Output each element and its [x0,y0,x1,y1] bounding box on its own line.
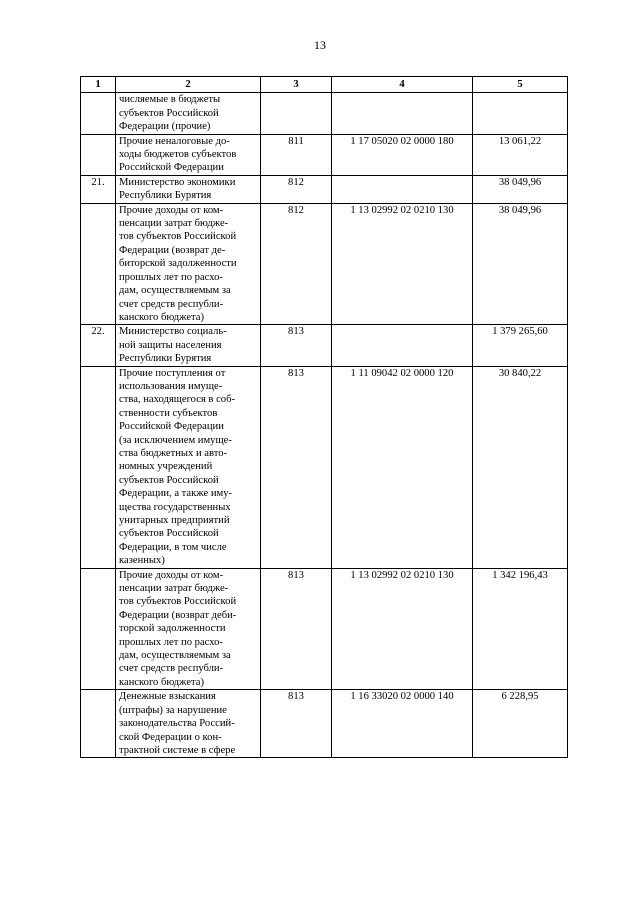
amount-cell: 1 379 265,60 [473,325,568,366]
budget-classification-code-cell: 1 17 05020 02 0000 180 [332,134,473,175]
admin-code-cell: 811 [261,134,332,175]
table-row [81,203,568,325]
description-line: прошлых лет по расхо- [119,636,223,648]
description-line: канского бюджета) [119,311,205,323]
description-line: номных учреждений [119,461,213,473]
description-cell [116,568,261,690]
description-line: субъектов Российской [119,528,219,540]
description-line: Республики Бурятия [119,190,212,202]
admin-code-cell: 813 [261,325,332,366]
column-header-2: 2 [116,77,261,93]
description-cell [116,175,261,203]
description-cell [116,366,261,568]
admin-code-cell: 812 [261,175,332,203]
row-number-cell [81,690,116,758]
description-line: ства, находящегося в соб- [119,394,236,406]
description-line: Прочие поступления от [119,367,226,379]
amount-cell: 30 840,22 [473,366,568,568]
row-number-cell [81,366,116,568]
description-line: ной защиты населения [119,339,222,351]
description-line: трактной системе в сфере [119,744,236,756]
revenue-table [80,76,568,758]
description-line: числяемые в бюджеты [119,94,221,106]
column-header-5: 5 [473,77,568,93]
budget-classification-code-cell [332,325,473,366]
row-number-cell: 21. [81,175,116,203]
admin-code-cell: 813 [261,366,332,568]
description-line: ской Федерации о кон- [119,731,222,743]
description-line: Прочие неналоговые до- [119,135,230,147]
budget-classification-code-cell: 1 11 09042 02 0000 120 [332,366,473,568]
description-line: Министерство экономики [119,176,236,188]
budget-classification-code-cell: 1 16 33020 02 0000 140 [332,690,473,758]
description-line: Денежные взыскания [119,691,216,703]
table-row [81,175,568,203]
row-number-cell [81,203,116,325]
description-line: Российской Федерации [119,162,224,174]
description-line: Федерации, в том числе [119,541,227,553]
amount-cell: 6 228,95 [473,690,568,758]
description-line: счет средств республи- [119,298,224,310]
description-line: Федерации (возврат де- [119,244,226,256]
description-line: (за исключением имуще- [119,434,232,446]
description-cell [116,93,261,134]
row-number-cell [81,568,116,690]
table-row [81,366,568,568]
description-line: канского бюджета) [119,676,205,688]
description-cell [116,690,261,758]
admin-code-cell: 813 [261,690,332,758]
budget-classification-code-cell: 1 13 02992 02 0210 130 [332,203,473,325]
column-header-4: 4 [332,77,473,93]
description-line: использования имуще- [119,380,223,392]
column-header-3: 3 [261,77,332,93]
description-line: субъектов Российской [119,474,219,486]
page-number: 13 [314,38,326,52]
description-line: пенсации затрат бюдже- [119,218,229,230]
description-line: Министерство социаль- [119,326,227,338]
description-line: казенных) [119,555,165,567]
amount-cell: 1 342 196,43 [473,568,568,690]
description-line: ства бюджетных и авто- [119,447,228,459]
description-line: Российской Федерации [119,421,224,433]
description-line: ходы бюджетов субъектов [119,149,237,161]
table-row [81,93,568,134]
amount-cell: 13 061,22 [473,134,568,175]
admin-code-cell: 813 [261,568,332,690]
description-line: прошлых лет по расхо- [119,271,223,283]
budget-classification-code-cell: 1 13 02992 02 0210 130 [332,568,473,690]
description-line: Федерации (возврат деби- [119,609,237,621]
description-line: Прочие доходы от ком- [119,569,224,581]
amount-cell: 38 049,96 [473,175,568,203]
description-line: пенсации затрат бюдже- [119,583,229,595]
table-row [81,325,568,366]
row-number-cell [81,134,116,175]
table-row [81,690,568,758]
description-cell [116,134,261,175]
description-line: ственности субъектов [119,407,218,419]
budget-classification-code-cell [332,175,473,203]
description-line: тов субъектов Российской [119,231,237,243]
description-line: счет средств республи- [119,663,224,675]
table-header-row [81,77,568,93]
table-row [81,568,568,690]
description-line: биторской задолженности [119,258,237,270]
description-line: Федерации, а также иму- [119,488,233,500]
budget-classification-code-cell [332,93,473,134]
description-line: щества государственных [119,501,231,513]
amount-cell [473,93,568,134]
description-line: дам, осуществляемым за [119,285,231,297]
description-line: Прочие доходы от ком- [119,204,224,216]
description-cell [116,203,261,325]
description-cell [116,325,261,366]
description-line: Республики Бурятия [119,353,212,365]
amount-cell: 38 049,96 [473,203,568,325]
description-line: (штрафы) за нарушение [119,704,227,716]
description-line: Федерации (прочие) [119,121,211,133]
admin-code-cell [261,93,332,134]
column-header-1: 1 [81,77,116,93]
description-line: дам, осуществляемым за [119,650,231,662]
description-line: унитарных предприятий [119,515,230,526]
description-line: торской задолженности [119,623,226,635]
row-number-cell: 22. [81,325,116,366]
description-line: тов субъектов Российской [119,596,237,608]
description-line: законодательства Россий- [119,718,235,730]
table-row [81,134,568,175]
row-number-cell [81,93,116,134]
table-body [81,93,568,758]
description-line: субъектов Российской [119,107,219,119]
admin-code-cell: 812 [261,203,332,325]
